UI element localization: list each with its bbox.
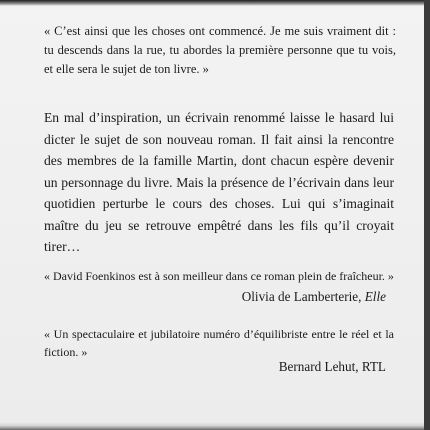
review-attribution-2 xyxy=(279,358,386,376)
review-quote-1: « David Foenkinos est à son meilleur dans ce roman plein de fraîcheur. » xyxy=(44,269,394,283)
review-author-2: Bernard Lehut, RTL xyxy=(278,359,386,374)
review-publication-1: Elle xyxy=(364,289,386,304)
review-attribution-1 xyxy=(242,288,386,306)
page-bottom-edge-shadow xyxy=(0,422,424,430)
opening-quote: « C’est ainsi que les choses ont commencé. Je me suis vraiment dit : tu descends dans la rue, tu abordes la première personne que tu vois, et elle sera le sujet de ton livre. » xyxy=(44,24,396,76)
page-top-edge-shadow xyxy=(0,0,424,6)
book-summary: En mal d’inspiration, un écrivain renommé laisse le hasard lui dicter le sujet de son nouveau roman. Il fait ainsi la rencontre des membres de la famille Martin, dont chacun espère devenir un personnage du livre. Mais la présence de l’écrivain dans leur quotidien perturbe le cours des choses. Lui qui s’imaginait maître du jeu se retrouve empêtré dans les fils qu’il croyait tirer… xyxy=(44,110,394,254)
review-quote-2: « Un spectaculaire et jubilatoire numéro d’équilibriste entre le réel et la fiction. » xyxy=(44,327,394,359)
review-author-1: Olivia de Lamberterie, xyxy=(241,289,365,304)
